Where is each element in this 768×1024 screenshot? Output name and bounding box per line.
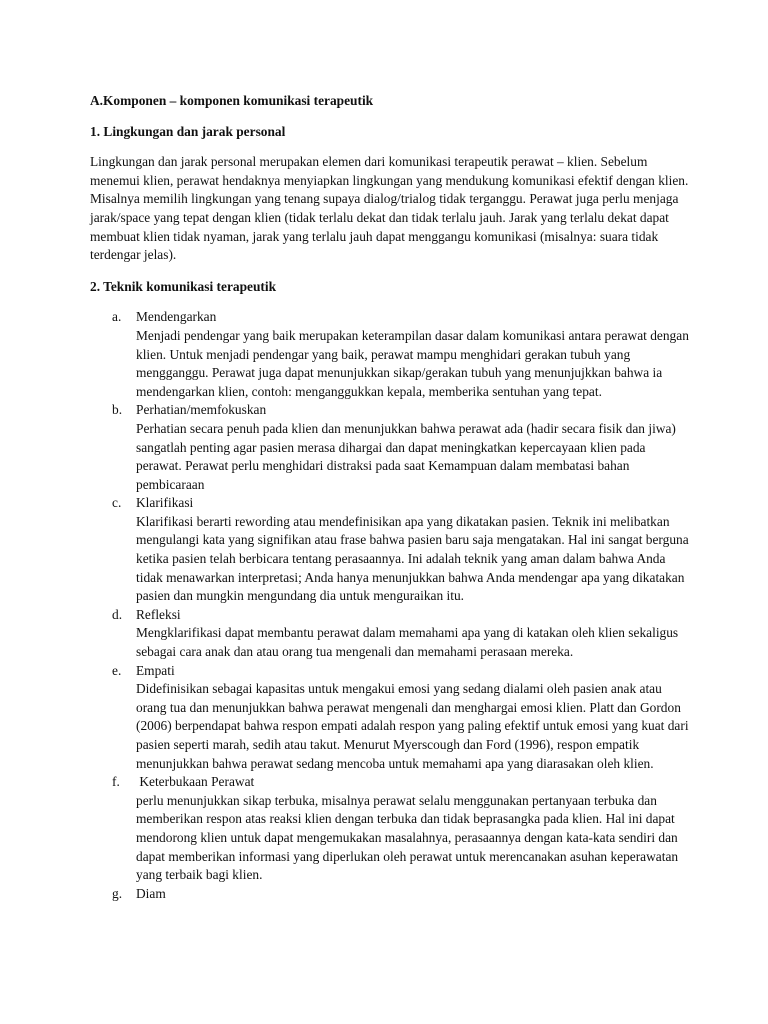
document-title: A.Komponen – komponen komunikasi terapeutik	[90, 93, 374, 108]
item-title: Diam	[136, 885, 166, 901]
item-body: Perhatian secara penuh pada klien dan menunjukkan bahwa perawat ada (hadir secara fisik dan jiwa) sangatlah penting agar pasien merasa dihargai dan dapat meningkatkan kepercayaan klien pada perawat. Perawat perlu menghidari distraksi pada saat Kemampuan dalam membatasi bahan pembicaraan	[136, 420, 676, 492]
list-marker: f.	[112, 774, 120, 790]
item-body: perlu menunjukkan sikap terbuka, misalnya perawat selalu menggunakan pertanyaan terbuka dan memberikan respon atas reaksi klien dengan terbuka dan tidak beprasangka pada klien. Hal ini dapat mendorong klien untuk dapat mengemukakan masalahnya, perasaannya dengan kata-kata sendiri dan dapat memberikan informasi yang diperlukan oleh perawat untuk merencanakan asuhan keperawatan yang terbaik bagi klien.	[136, 792, 679, 883]
technique-list	[90, 308, 690, 903]
list-item	[90, 885, 690, 904]
section2-heading: 2. Teknik komunikasi terapeutik	[90, 278, 277, 294]
list-item	[90, 662, 690, 774]
list-item	[90, 606, 690, 662]
list-marker: g.	[112, 885, 123, 901]
item-body: Menjadi pendengar yang baik merupakan keterampilan dasar dalam komunikasi antara perawat dengan klien. Untuk menjadi pendengar yang baik, perawat mampu menghidari gerakan tubuh yang mengganggu. Perawat juga dapat menunjukkan sikap/gerakan tubuh yang menunjujkkan bahwa ia mendengarkan klien, contoh: menganggukkan kepala, memberika sentuhan yang tepat.	[136, 327, 689, 399]
section1-heading: 1. Lingkungan dan jarak personal	[90, 123, 286, 139]
section1-paragraph: Lingkungan dan jarak personal merupakan elemen dari komunikasi terapeutik perawat – klien. Sebelum menemui klien, perawat hendaknya menyiapkan lingkungan yang mendukung komunikasi efektif dengan klien. Misalnya memilih lingkungan yang tenang supaya dialog/trialog tidak terganggu. Perawat juga perlu menjaga jarak/space yang tepat dengan klien (tidak terlalu dekat dan tidak terlalu jauh. Jarak yang terlalu dekat dapat membuat klien tidak nyaman, jarak yang terlalu jauh dapat menggangu komunikasi (misalnya: suara tidak terdengar jelas).	[90, 154, 689, 263]
list-marker: c.	[112, 495, 122, 511]
item-title: Empati	[136, 662, 175, 678]
document-page	[90, 92, 690, 903]
item-title: Klarifikasi	[136, 495, 194, 511]
item-body: Klarifikasi berarti rewording atau mendefinisikan apa yang dikatakan pasien. Teknik ini melibatkan mengulangi kata yang signifikan atau frase bahwa pasien baru saja mengatakan. Hal ini sangat berguna ketika pasien telah berbicara tentang perasaannya. Ini adalah teknik yang aman dalam bahwa Anda tidak menawarkan interpretasi; Anda hanya menunjukkan bahwa Anda mendengar apa yang dikatakan pasien dan mungkin mengundang dia untuk menguraikan itu.	[136, 513, 689, 604]
list-item	[90, 308, 690, 401]
list-marker: d.	[112, 606, 123, 622]
list-item	[90, 773, 690, 885]
item-title: Refleksi	[136, 606, 181, 622]
list-item	[90, 401, 690, 494]
item-title: Mendengarkan	[136, 309, 217, 325]
item-body: Didefinisikan sebagai kapasitas untuk mengakui emosi yang sedang dialami oleh pasien anak atau orang tua dan menunjukkan bahwa perawat mengenali dan menghargai emosi klien. Platt dan Gordon (2006) berpendapat bahwa respon empati adalah respon yang paling efektif untuk emosi yang kuat dari pasien seperti marah, sedih atau takut. Menurut Myerscough dan Ford (1996), respon empatik menunjukkan bahwa perawat sedang mencoba untuk memahami apa yang diarasakan oleh klien.	[136, 681, 689, 771]
item-title: Perhatian/memfokuskan	[136, 402, 267, 418]
list-marker: e.	[112, 662, 122, 678]
item-title: Keterbukaan Perawat	[136, 774, 255, 790]
list-marker: b.	[112, 402, 123, 418]
item-body: Mengklarifikasi dapat membantu perawat dalam memahami apa yang di katakan oleh klien sekaligus sebagai cara anak dan atau orang tua mengenali dan memahami perasaan mereka.	[136, 625, 679, 660]
list-item	[90, 494, 690, 606]
list-marker: a.	[112, 309, 122, 325]
